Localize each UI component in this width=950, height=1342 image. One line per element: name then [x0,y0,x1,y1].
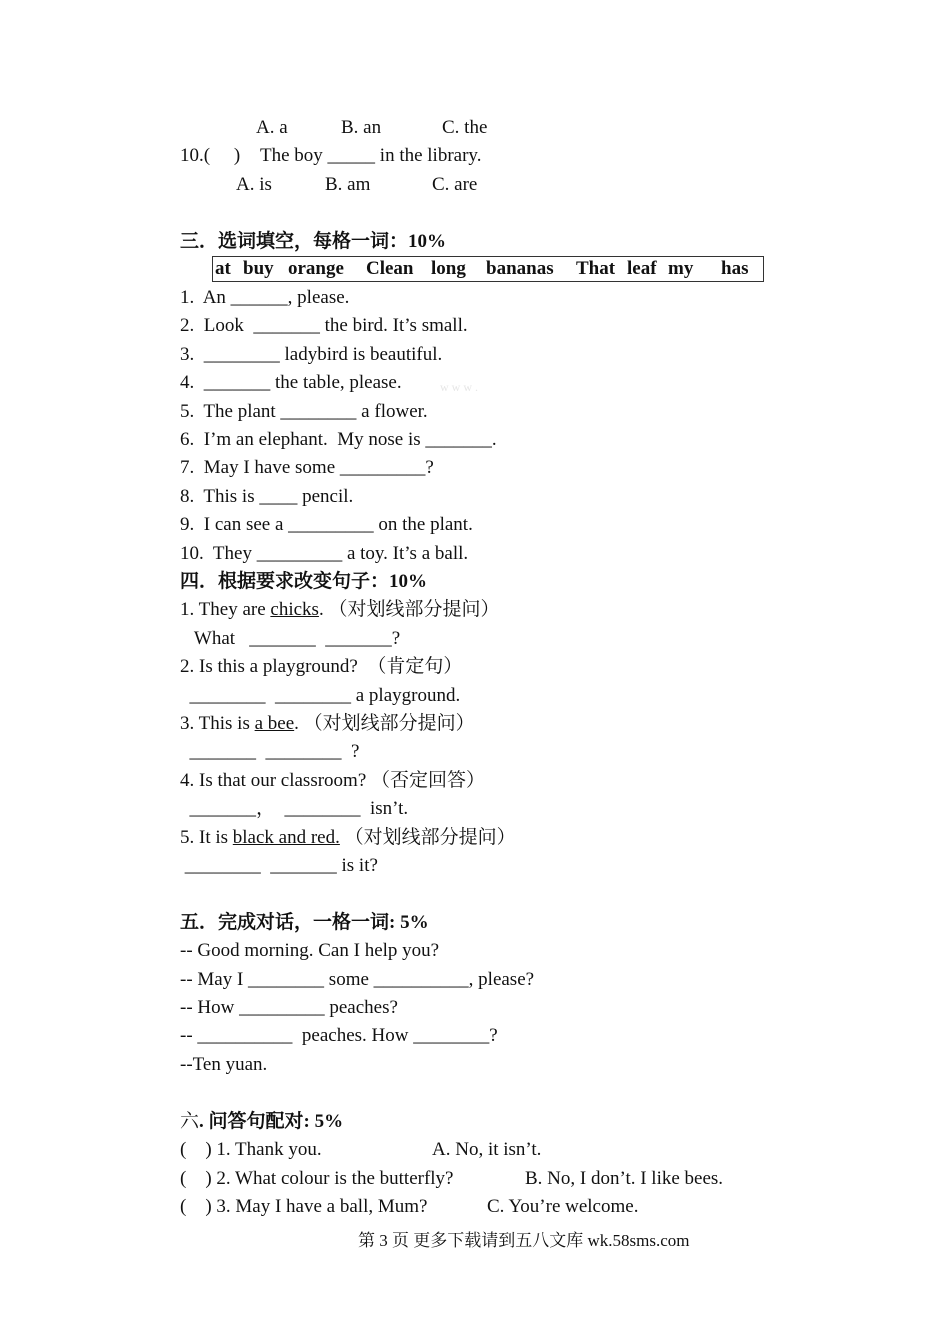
section4-question-2: 2. Is this a playground? （肯定句） [180,656,463,677]
section3-item: 7. May I have some _________? [180,457,434,478]
word-bank-word: orange [288,258,344,279]
dialogue-line: -- Good morning. Can I help you? [180,940,440,961]
q10-option-a: A. is [236,174,272,195]
q10-number: 10.( ) [180,145,241,166]
section6-heading-title: . 问答句配对: 5% [199,1111,344,1132]
section3-item: 4. _______ the table, please. [180,372,402,393]
q5-instruction: （对划线部分提问） [339,827,516,848]
section4-answer-5: ________ _______ is it? [180,855,378,876]
match-answer: C. You’re welcome. [487,1196,639,1217]
q3-instruction: . （对划线部分提问） [294,713,475,734]
word-bank-word: bananas [486,258,554,279]
section4-answer-1: What _______ _______? [180,628,401,649]
word-bank-box [212,256,764,282]
dialogue-line: -- How _________ peaches? [180,997,398,1018]
section3-item: 5. The plant ________ a flower. [180,401,428,422]
dialogue-line: --Ten yuan. [180,1054,268,1075]
match-answer: B. No, I don’t. I like bees. [525,1168,724,1189]
word-bank-word: That [576,258,616,279]
q10-option-c: C. are [432,174,478,195]
q3-underlined: a bee [254,713,295,734]
match-question: ( ) 3. May I have a ball, Mum? [180,1196,428,1217]
word-bank-word: buy [243,258,274,279]
section4-heading: 四．根据要求改变句子：10% [180,571,428,592]
match-question: ( ) 1. Thank you. [180,1139,322,1160]
word-bank-word: Clean [366,258,414,279]
q10-option-b: B. am [325,174,371,195]
section3-item: 8. This is ____ pencil. [180,486,354,507]
section4-question-5 [180,826,516,850]
q9-option-a: A. a [256,117,288,138]
q10-stem: The boy _____ in the library. [260,145,482,166]
dialogue-line: -- __________ peaches. How ________? [180,1025,498,1046]
match-answer: A. No, it isn’t. [432,1139,542,1160]
word-bank-word: long [431,258,466,279]
section3-item: 9. I can see a _________ on the plant. [180,514,473,535]
section3-item: 3. ________ ladybird is beautiful. [180,344,443,365]
q9-option-b: B. an [341,117,382,138]
section4-question-3 [180,712,475,736]
section3-heading: 三．选词填空，每格一词：10% [180,231,447,252]
section6-heading-number: 六 [180,1111,200,1132]
section3-item: 6. I’m an elephant. My nose is _______. [180,429,497,450]
section4-question-4: 4. Is that our classroom? （否定回答） [180,770,486,791]
dialogue-line: -- May I ________ some __________, please? [180,969,535,990]
section3-item: 1. An ______, please. [180,287,350,308]
q9-option-c: C. the [442,117,488,138]
q5-underlined: black and red. [232,827,340,848]
word-bank-word: has [721,258,749,279]
word-bank-word: leaf [627,258,657,279]
match-question: ( ) 2. What colour is the butterfly? [180,1168,454,1189]
word-bank-word: at [215,258,231,279]
section4-answer-2: ________ ________ a playground. [180,685,461,706]
section4-answer-3: _______ ________ ? [180,741,360,762]
page-footer: 第 3 页 更多下载请到五八文库 wk.58sms.com [358,1231,690,1250]
q5-text: 5. It is [180,827,233,848]
word-bank-word: my [668,258,694,279]
section4-question-1 [180,598,499,622]
watermark-text: w w w . [440,380,478,394]
section5-heading: 五．完成对话，一格一词: 5% [180,912,429,933]
section6-heading [180,1110,343,1134]
q1-text: 1. They are [180,599,271,620]
q1-instruction: . （对划线部分提问） [318,599,500,620]
section3-item: 2. Look _______ the bird. It’s small. [180,315,468,336]
section3-item: 10. They _________ a toy. It’s a ball. [180,543,469,564]
q3-text: 3. This is [180,713,255,734]
q1-underlined: chicks [270,599,319,620]
section4-answer-4: _______， ________ isn’t. [180,798,409,819]
